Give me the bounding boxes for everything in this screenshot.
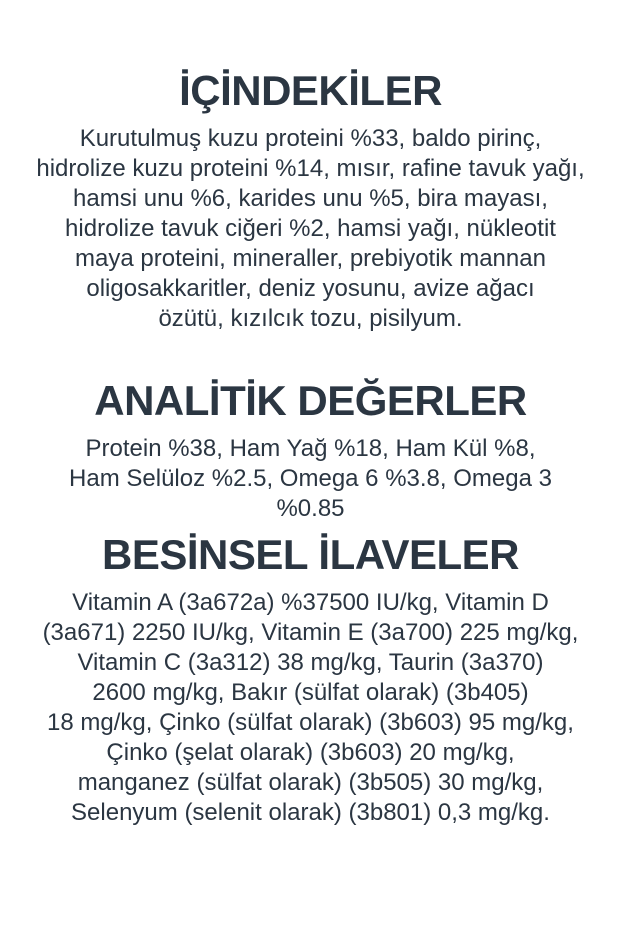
analytical-line: Protein %38, Ham Yağ %18, Ham Kül %8,: [85, 435, 536, 462]
analytical-line: %0.85: [276, 495, 345, 522]
nutritional-additives-body: [0, 588, 621, 828]
ingredients-line: Kurutulmuş kuzu proteini %33, baldo pirinç,: [79, 125, 542, 152]
analytical-line: Ham Selüloz %2.5, Omega 6 %3.8, Omega 3: [69, 465, 552, 492]
ingredients-line: maya proteini, mineraller, prebiyotik mannan: [75, 245, 546, 272]
analytical-values-heading: ANALİTİK DEĞERLER: [94, 377, 527, 424]
section-ingredients: [0, 66, 621, 334]
additives-line: (3a671) 2250 IU/kg, Vitamin E (3a700) 225 mg/kg,: [42, 619, 579, 646]
additives-line: manganez (sülfat olarak) (3b505) 30 mg/kg,: [77, 769, 544, 796]
nutritional-additives-heading: BESİNSEL İLAVELER: [101, 531, 520, 578]
section-analytical-values: [0, 376, 621, 524]
analytical-values-body: [0, 434, 621, 524]
ingredients-line: hidrolize kuzu proteini %14, mısır, rafine tavuk yağı,: [36, 155, 585, 182]
section-nutritional-additives: [0, 530, 621, 828]
ingredients-line: hidrolize tavuk ciğeri %2, hamsi yağı, nükleotit: [65, 215, 556, 242]
ingredients-line: oligosakkaritler, deniz yosunu, avize ağacı: [86, 275, 535, 302]
additives-line: Vitamin C (3a312) 38 mg/kg, Taurin (3a370): [77, 649, 544, 676]
ingredients-heading: İÇİNDEKİLER: [179, 67, 442, 114]
ingredients-line: özütü, kızılcık tozu, pisilyum.: [158, 305, 463, 332]
additives-line: Çinko (şelat olarak) (3b603) 20 mg/kg,: [106, 739, 515, 766]
ingredients-line: hamsi unu %6, karides unu %5, bira mayası,: [73, 185, 548, 212]
ingredients-body: [0, 124, 621, 334]
additives-line: 2600 mg/kg, Bakır (sülfat olarak) (3b405): [92, 679, 529, 706]
additives-line: 18 mg/kg, Çinko (sülfat olarak) (3b603) 95 mg/kg,: [47, 709, 574, 736]
additives-line: Selenyum (selenit olarak) (3b801) 0,3 mg/kg.: [71, 799, 550, 826]
additives-line: Vitamin A (3a672a) %37500 IU/kg, Vitamin D: [72, 589, 549, 616]
